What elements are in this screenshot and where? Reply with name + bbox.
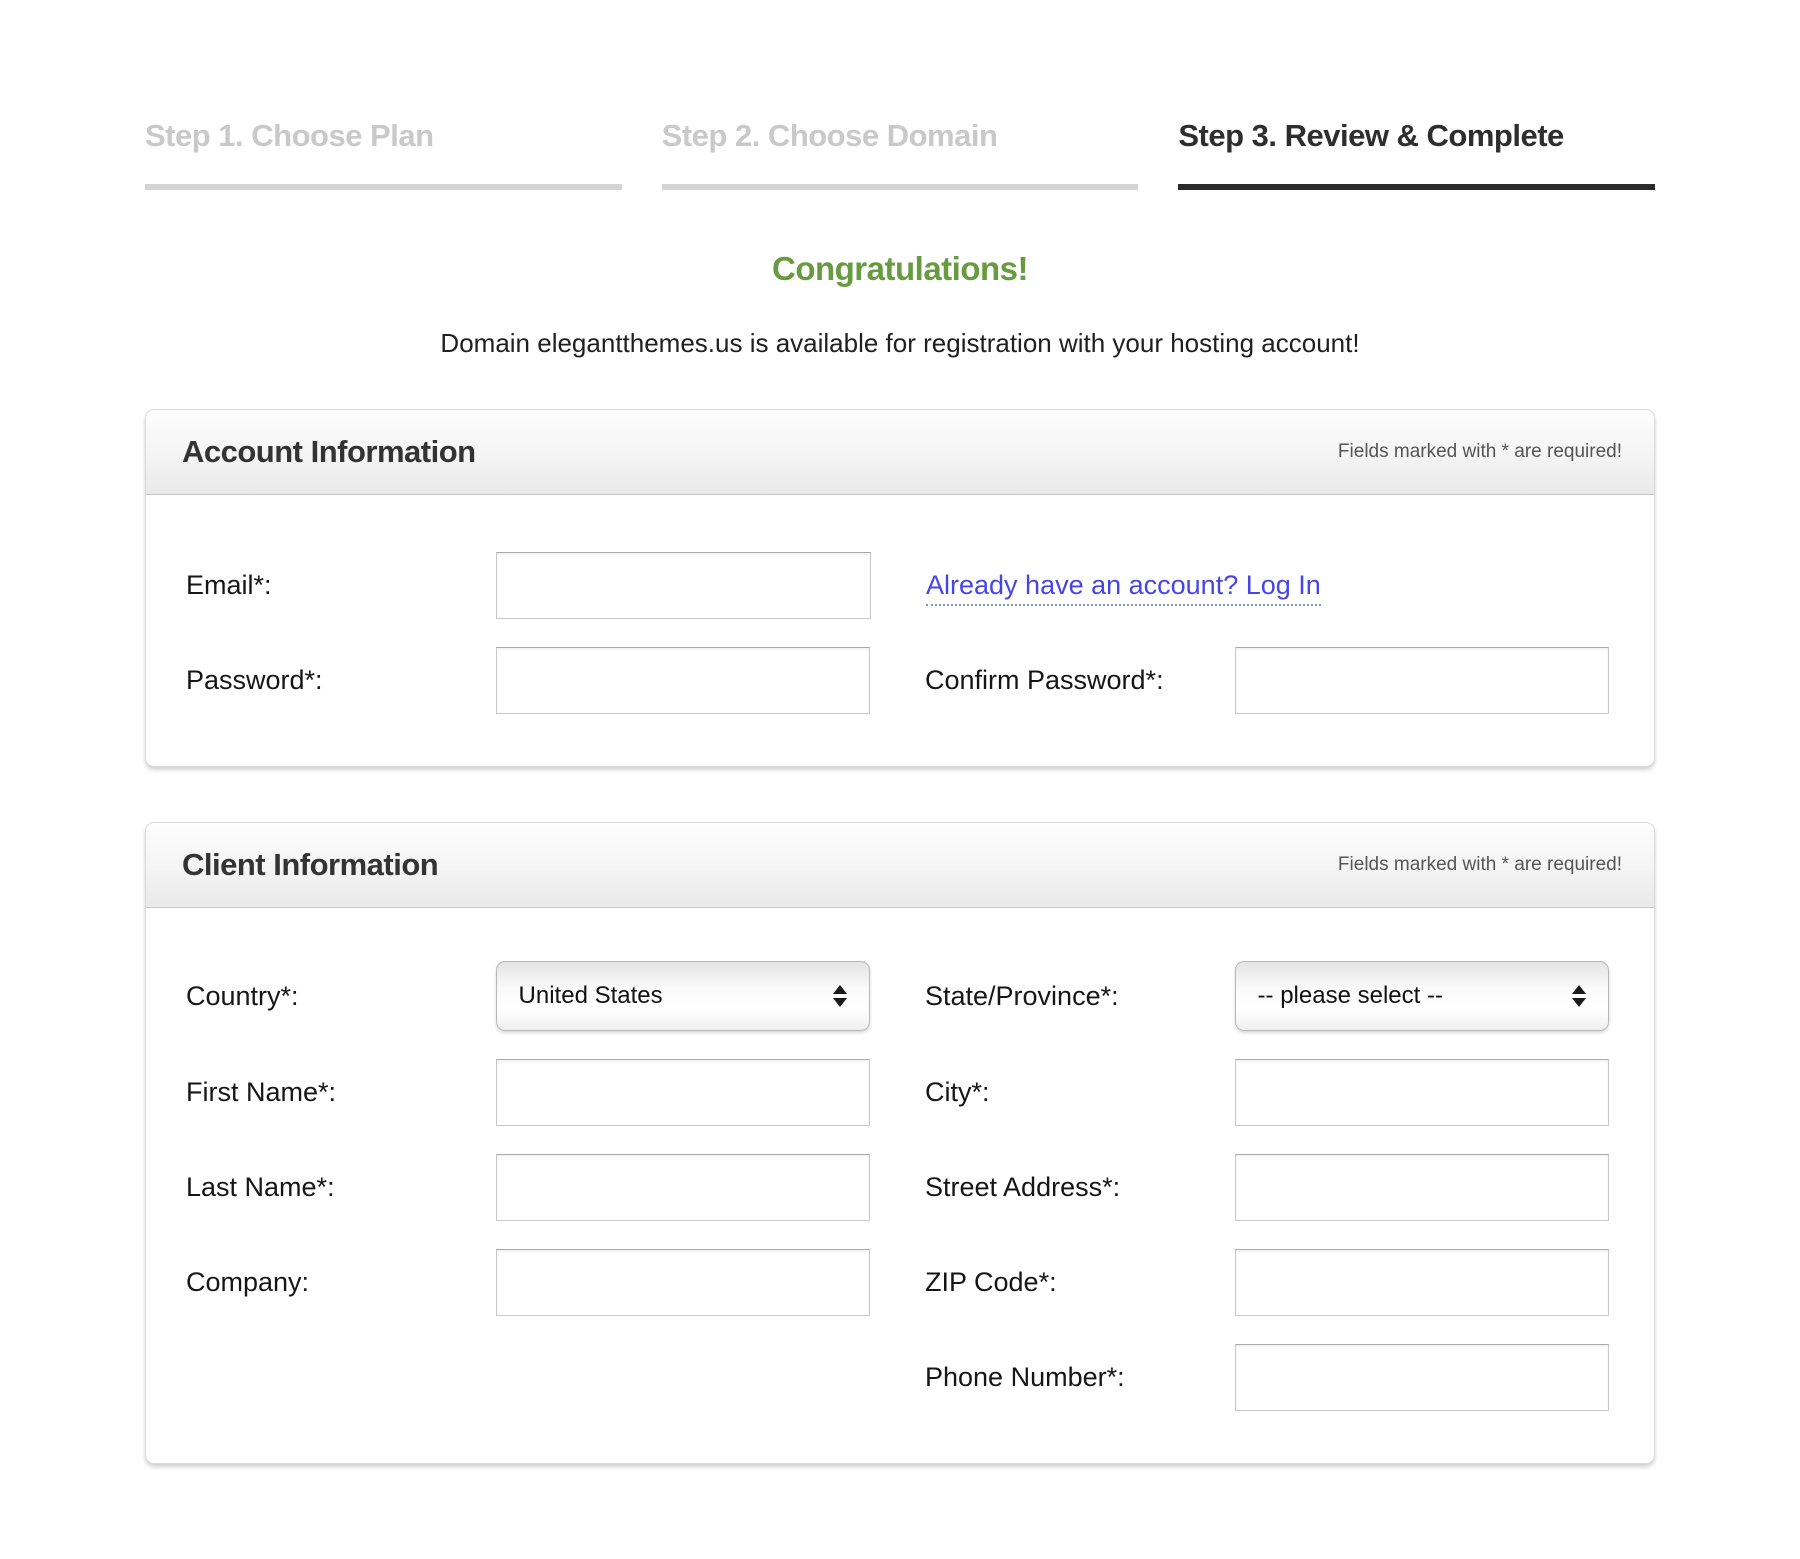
phone-row xyxy=(186,1344,1609,1411)
client-information-body xyxy=(146,908,1654,1463)
country-select-value: United States xyxy=(518,982,663,1009)
tab-step-2-label: Step 2. Choose Domain xyxy=(661,118,998,153)
client-information-title: Client Information xyxy=(182,847,439,882)
country-label: Country*: xyxy=(186,980,299,1011)
phone-number-label: Phone Number*: xyxy=(925,1362,1125,1392)
lastname-street-row xyxy=(186,1154,1609,1221)
country-select[interactable] xyxy=(496,961,870,1031)
tab-step-1-choose-plan[interactable] xyxy=(145,118,622,190)
city-label: City*: xyxy=(925,1077,990,1107)
company-input[interactable] xyxy=(496,1249,870,1316)
account-information-panel xyxy=(145,409,1655,767)
tab-step-2-choose-domain[interactable] xyxy=(662,118,1139,190)
tab-step-3-review-complete[interactable] xyxy=(1178,118,1655,190)
first-name-label: First Name*: xyxy=(186,1077,337,1107)
login-link[interactable]: Already have an account? Log In xyxy=(926,570,1321,606)
zip-code-label: ZIP Code*: xyxy=(925,1267,1057,1297)
state-select-value: -- please select -- xyxy=(1257,982,1443,1009)
password-label: Password*: xyxy=(186,665,323,695)
select-spinner-icon xyxy=(833,985,847,1007)
password-input[interactable] xyxy=(496,647,870,714)
email-input[interactable] xyxy=(496,552,871,619)
street-address-input[interactable] xyxy=(1235,1154,1609,1221)
zip-code-input[interactable] xyxy=(1235,1249,1609,1316)
last-name-label: Last Name*: xyxy=(186,1172,335,1202)
first-name-input[interactable] xyxy=(496,1059,870,1126)
client-required-note: Fields marked with * are required! xyxy=(1337,854,1622,875)
street-address-label: Street Address*: xyxy=(925,1172,1121,1202)
email-label: Email*: xyxy=(186,570,272,600)
confirm-password-input[interactable] xyxy=(1235,647,1609,714)
tab-step-2-underline xyxy=(662,184,1139,190)
client-information-panel xyxy=(145,822,1655,1464)
congratulations-heading: Congratulations! xyxy=(772,250,1028,287)
domain-available-message: Domain elegantthemes.us is available for registration with your hosting account! xyxy=(440,328,1360,358)
account-information-header xyxy=(146,410,1654,495)
checkout-page xyxy=(145,0,1655,1464)
account-information-body xyxy=(146,495,1654,766)
account-information-title: Account Information xyxy=(182,434,476,469)
firstname-city-row xyxy=(186,1059,1609,1126)
tab-step-3-label: Step 3. Review & Complete xyxy=(1178,118,1564,153)
company-label: Company: xyxy=(186,1267,310,1297)
client-information-header xyxy=(146,823,1654,908)
tab-step-3-underline xyxy=(1178,184,1655,190)
phone-number-input[interactable] xyxy=(1235,1344,1609,1411)
state-province-label: State/Province*: xyxy=(925,980,1119,1011)
password-row xyxy=(186,647,1609,714)
last-name-input[interactable] xyxy=(496,1154,870,1221)
email-row xyxy=(186,552,1609,619)
step-tabs xyxy=(145,118,1655,190)
tab-step-1-label: Step 1. Choose Plan xyxy=(145,118,434,153)
company-zip-row xyxy=(186,1249,1609,1316)
account-required-note: Fields marked with * are required! xyxy=(1337,441,1622,462)
city-input[interactable] xyxy=(1235,1059,1609,1126)
country-state-row xyxy=(186,961,1609,1031)
confirm-password-label: Confirm Password*: xyxy=(925,665,1164,695)
tab-step-1-underline xyxy=(145,184,622,190)
select-spinner-icon xyxy=(1572,985,1586,1007)
state-province-select[interactable] xyxy=(1235,961,1609,1031)
